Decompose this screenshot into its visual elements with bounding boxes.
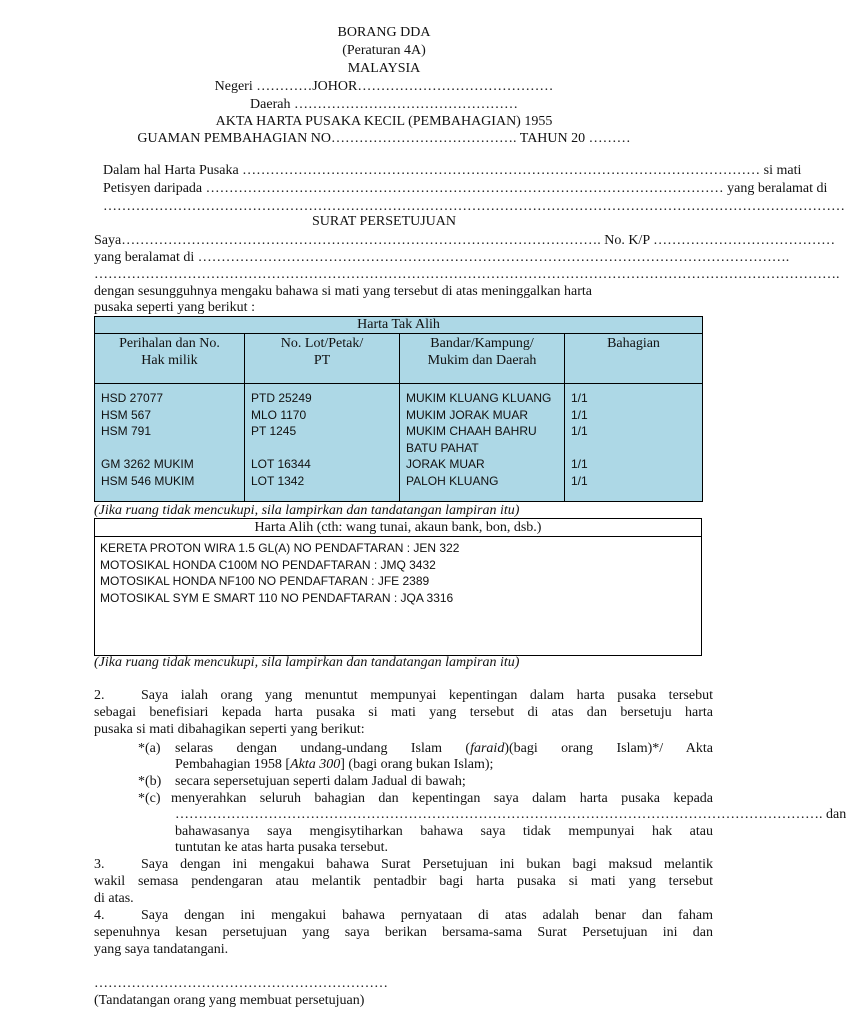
harta-alih-title: Harta Alih (cth: wang tunai, akaun bank, bon, dsb.) — [95, 519, 701, 537]
option-c-line: …………………………………………………………………………………………………………………………. dan — [175, 807, 846, 822]
declaration-line-2: pusaka seperti yang berikut : — [94, 300, 255, 315]
option-c-line: bahawasanya saya mengisytiharkan bahawa saya tidak mempunyai hak atau — [175, 824, 713, 839]
para3-line: wakil semasa pendengaran atau melantik pentadbir bagi harta pusaka si mati yang tersebut — [94, 874, 713, 889]
negeri-line: Negeri …………JOHOR…………………………………… — [214, 79, 554, 94]
option-a-label: *(a) — [138, 741, 161, 756]
cell-line: MUKIM JORAK MUAR — [406, 407, 529, 422]
para4-number: 4. — [94, 908, 105, 923]
attachment-note: (Jika ruang tidak mencukupi, sila lampirkan dan tandatangan lampiran itu) — [94, 503, 520, 518]
para3-line: Saya dengan ini mengakui bahawa Surat Persetujuan ini bukan bagi maksud melantik — [141, 857, 713, 872]
address-dots-line-2: ……………………………………………………………………………………………………………………………………………. — [94, 267, 840, 282]
para2-number: 2. — [94, 688, 105, 703]
saya-line: Saya…………………………………………………………………………………………. No. K/P ………………………………… — [94, 233, 836, 248]
column-header: Perihalan dan No. Hak milik — [95, 334, 245, 384]
harta-alih-list — [95, 537, 701, 606]
option-b-text: secara sepersetujuan seperti dalam Jadual di bawah; — [175, 774, 466, 789]
section-title: SURAT PERSETUJUAN — [311, 214, 457, 229]
lot-cell — [245, 384, 400, 502]
option-a-text: selaras dengan undang-undang Islam ( — [175, 741, 471, 756]
cell-line: HSM 546 MUKIM — [101, 473, 195, 488]
faraid-term: faraid — [470, 741, 505, 756]
cell-line: BATU PAHAT — [406, 440, 479, 455]
para4-line: yang saya tandatangani. — [94, 942, 229, 957]
cell-line: 1/1 — [571, 424, 588, 438]
list-item: KERETA PROTON WIRA 1.5 GL(A) NO PENDAFTARAN : JEN 322 — [100, 541, 460, 555]
harta-tak-alih-table — [94, 316, 703, 502]
para2-line: pusaka si mati dibahagikan seperti yang berikut: — [94, 722, 365, 737]
list-item: MOTOSIKAL HONDA C100M NO PENDAFTARAN : JMQ 3432 — [100, 557, 436, 572]
cell-line: LOT 16344 — [251, 457, 311, 471]
form-title: BORANG DDA — [337, 25, 431, 40]
option-a-text: Pembahagian 1958 [ — [175, 757, 291, 772]
option-a-text: )(bagi orang Islam)*/ Akta — [504, 741, 714, 756]
para2-line: Saya ialah orang yang menuntut mempunyai kepentingan dalam harta pusaka tersebut — [141, 688, 713, 703]
harta-alih-box — [94, 518, 702, 656]
option-b-label: *(b) — [138, 774, 162, 789]
cell-line — [101, 440, 238, 457]
cell-line: 1/1 — [571, 407, 588, 422]
list-item: MOTOSIKAL SYM E SMART 110 NO PENDAFTARAN : JQA 3316 — [100, 590, 454, 605]
bahagian-cell — [565, 384, 703, 502]
declaration-line: dengan sesungguhnya mengaku bahawa si mati yang tersebut di atas meninggalkan harta — [94, 284, 593, 299]
cell-line: MUKIM CHAAH BAHRU — [406, 424, 537, 438]
para4-line: Saya dengan ini mengakui bahawa pernyataan di atas adalah benar dan faham — [141, 908, 713, 923]
signature-line: ……………………………………………………… — [94, 976, 388, 991]
cell-line — [571, 440, 696, 457]
option-c-line: menyerahkan seluruh bahagian dan kepentingan saya dalam harta pusaka kepada — [171, 791, 713, 806]
cell-line — [251, 440, 393, 457]
address-dots-line: …………………………………………………………………………………………………………………………………………… — [103, 199, 845, 214]
harta-pusaka-line: Dalam hal Harta Pusaka ………………………………………………………………………………………………… si mati — [103, 163, 802, 178]
signature-label: (Tandatangan orang yang membuat persetujuan) — [94, 993, 365, 1008]
cell-line: HSM 791 — [101, 424, 152, 438]
hak-milik-cell — [95, 384, 245, 502]
cell-line: JORAK MUAR — [406, 457, 485, 471]
cell-line: HSD 27077 — [101, 391, 164, 405]
para2-line: sebagai benefisiari kepada harta pusaka si mati yang tersebut di atas dan bersetuju harta — [94, 705, 713, 720]
act-title: AKTA HARTA PUSAKA KECIL (PEMBAHAGIAN) 1955 — [215, 114, 553, 129]
cell-line: MUKIM KLUANG KLUANG — [406, 391, 552, 405]
option-a-line — [175, 741, 713, 757]
akta-term: Akta 300 — [290, 757, 341, 772]
cell-line: PALOH KLUANG — [406, 473, 499, 488]
column-header: Bahagian — [565, 334, 703, 384]
option-c-line: tuntutan ke atas harta pusaka tersebut. — [175, 840, 389, 855]
cell-line: HSM 567 — [101, 407, 152, 422]
table-row — [95, 384, 703, 502]
table-title: Harta Tak Alih — [95, 317, 703, 334]
para3-number: 3. — [94, 857, 105, 872]
daerah-line: Daerah ………………………………………… — [250, 97, 518, 112]
cell-line: GM 3262 MUKIM — [101, 457, 194, 471]
column-header: Bandar/Kampung/ Mukim dan Daerah — [400, 334, 565, 384]
option-a-line-2 — [175, 757, 493, 773]
cell-line: LOT 1342 — [251, 473, 305, 488]
cell-line: 1/1 — [571, 391, 588, 405]
regulation: (Peraturan 4A) — [342, 43, 426, 58]
column-header: No. Lot/Petak/ PT — [245, 334, 400, 384]
cell-line: PTD 25249 — [251, 391, 312, 405]
para4-line: sepenuhnya kesan persetujuan yang saya berikan bersama-sama Surat Persetujuan ini dan — [94, 925, 713, 940]
attachment-note: (Jika ruang tidak mencukupi, sila lampirkan dan tandatangan lampiran itu) — [94, 655, 520, 670]
country: MALAYSIA — [347, 61, 421, 76]
para3-line: di atas. — [94, 891, 134, 906]
option-a-text: ] (bagi orang bukan Islam); — [340, 757, 494, 772]
list-item: MOTOSIKAL HONDA NF100 NO PENDAFTARAN : JFE 2389 — [100, 574, 430, 588]
guaman-line: GUAMAN PEMBAHAGIAN NO…………………………………. TAHUN 20 ……… — [137, 131, 631, 146]
cell-line: PT 1245 — [251, 424, 297, 438]
mukim-cell — [400, 384, 565, 502]
petisyen-line: Petisyen daripada ………………………………………………………………………………………………… yang beralamat di — [103, 181, 828, 196]
option-c-label: *(c) — [138, 791, 161, 806]
cell-line: 1/1 — [571, 473, 588, 488]
cell-line: MLO 1170 — [251, 407, 307, 422]
cell-line: 1/1 — [571, 457, 588, 471]
beralamat-line: yang beralamat di ………………………………………………………………………………………………………………. — [94, 250, 790, 265]
